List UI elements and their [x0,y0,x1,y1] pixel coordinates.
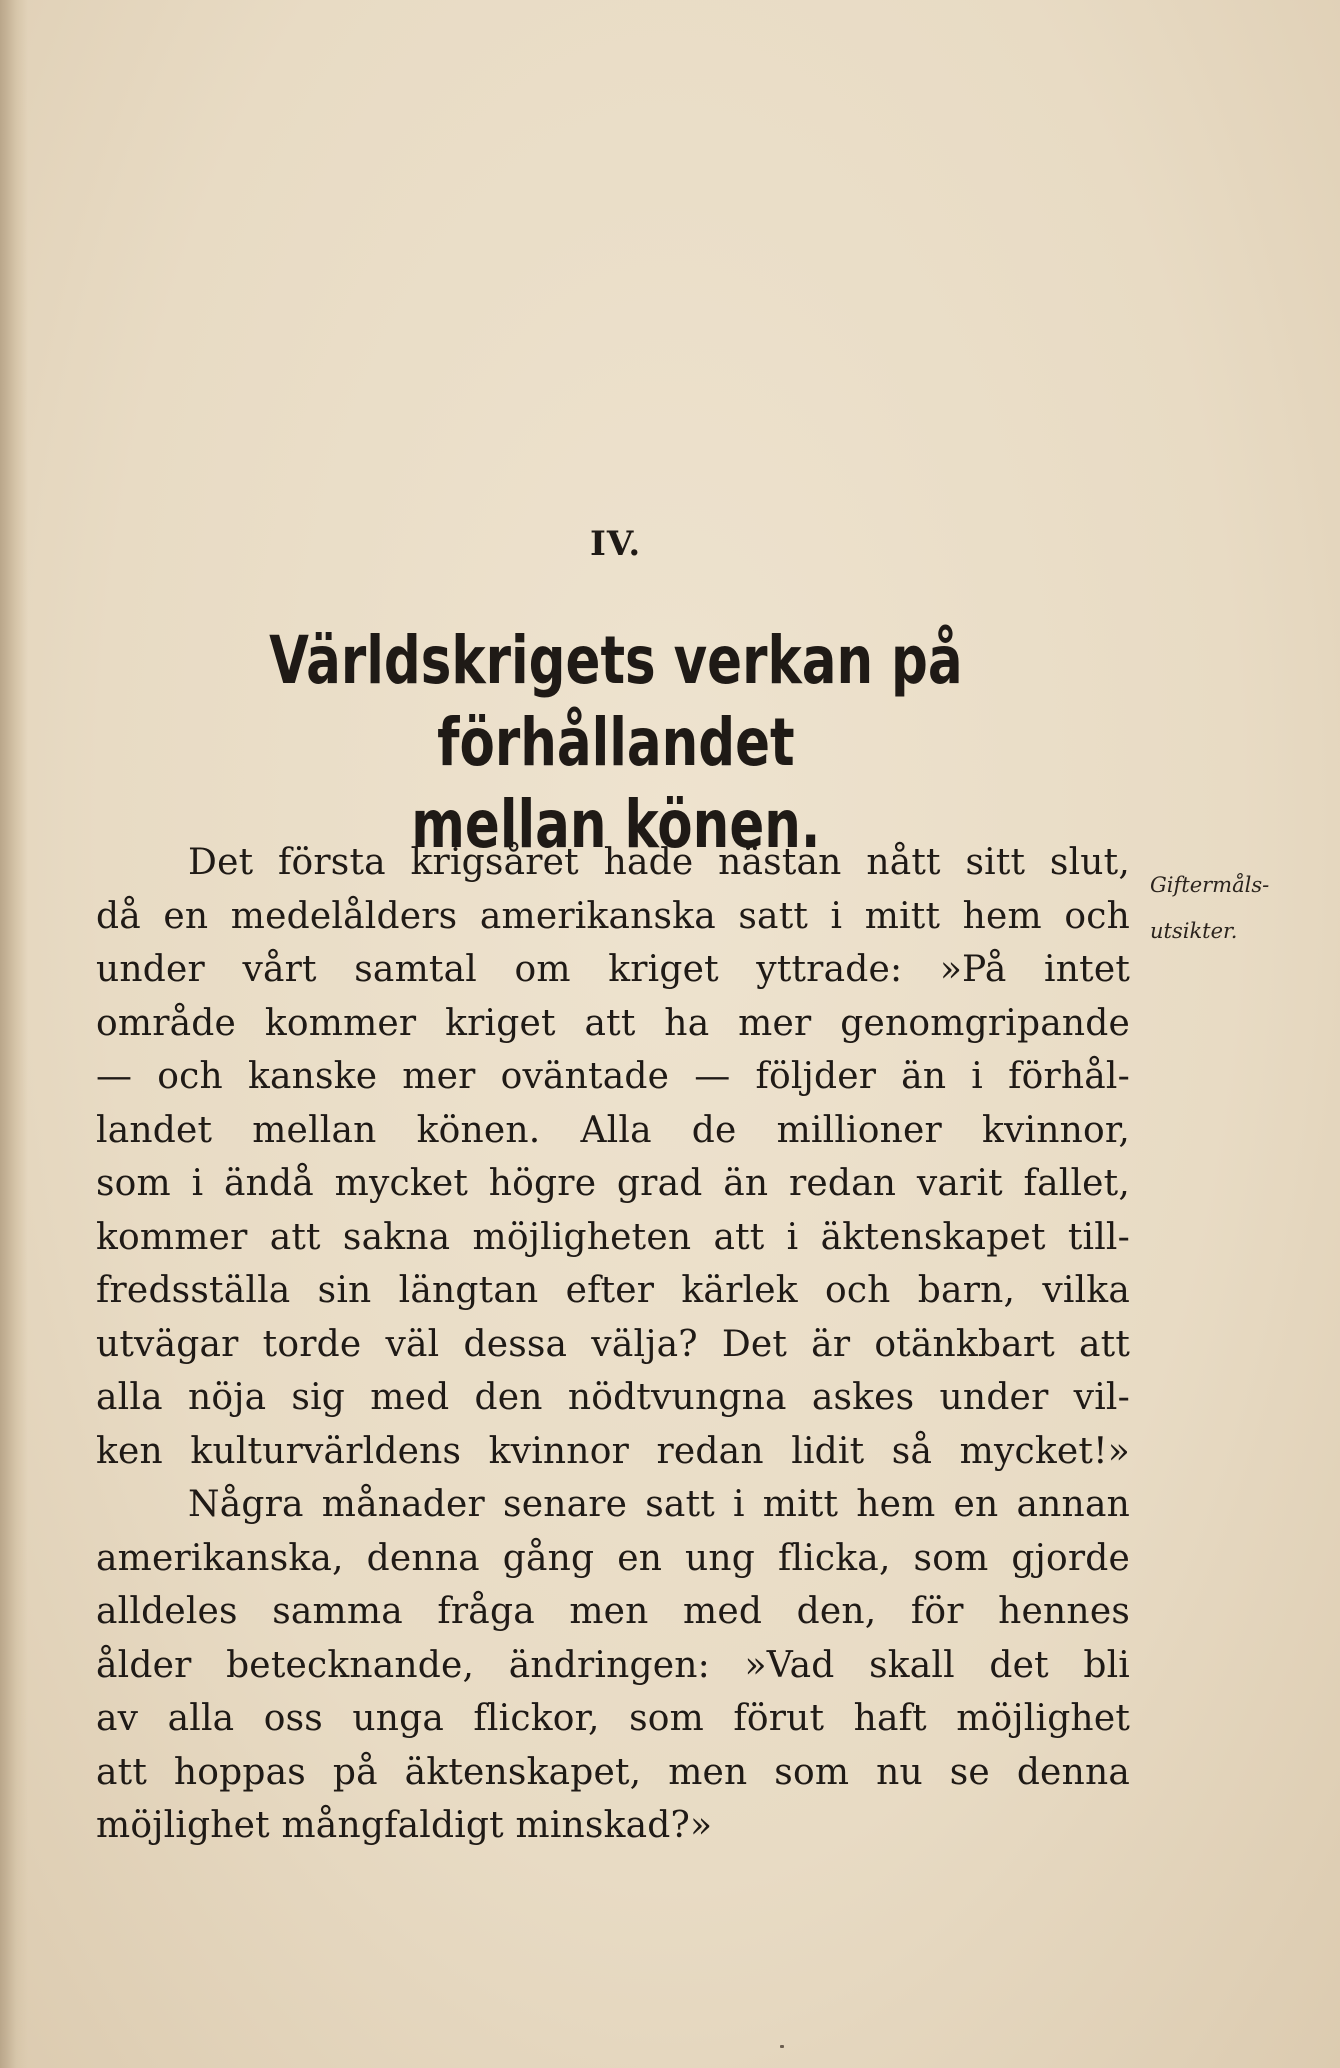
body-line-16: ålder betecknande, ändringen: »Vad skall det bli [96,1644,1130,1686]
body-line-19: möjlighet mångfaldigt minskad?» [96,1805,713,1846]
body-line-8: kommer att sakna möjligheten att i äktenskapet till- [96,1216,1130,1258]
body-line-18: att hoppas på äktenskapet, men som nu se denna [96,1751,1130,1793]
body-line-5: — och kanske mer oväntade — följder än i förhål- [96,1056,1130,1097]
body-line-17: av alla oss unga flickor, som förut haft möjlighet [96,1698,1130,1739]
body-line-14: amerikanska, denna gång en ung flicka, som gjorde [96,1537,1130,1579]
paper-speck [780,2045,784,2048]
body-line-6: landet mellan könen. Alla de millioner kvinnor, [96,1109,1130,1151]
body-line-4: område kommer kriget att ha mer genomgripande [96,1002,1130,1044]
body-text [96,836,1130,1853]
body-line-12: ken kulturvärldens kvinnor redan lidit så mycket!» [96,1430,1130,1472]
chapter-title [96,620,1136,866]
body-line-7: som i ändå mycket högre grad än redan varit fallet, [96,1163,1130,1204]
body-line-3: under vårt samtal om kriget yttrade: »På intet [96,949,1130,990]
marginal-note-line-1: Giftermåls- [1150,873,1270,897]
body-line-15: alldeles samma fråga men med den, för hennes [96,1591,1130,1632]
body-line-13: Några månader senare satt i mitt hem en annan [188,1484,1130,1525]
chapter-title-line-2: mellan könen. [411,786,821,863]
body-line-2: då en medelålders amerikanska satt i mitt hem och [96,895,1130,937]
book-spine-shadow [0,0,28,2068]
body-line-1: Det första krigsåret hade nästan nått sitt slut, [188,842,1130,883]
marginal-note-line-2: utsikter. [1150,919,1238,943]
marginal-note [1150,862,1335,954]
body-line-10: utvägar torde väl dessa välja? Det är otänkbart att [96,1323,1130,1365]
chapter-title-line-1: Världskrigets verkan på förhållandet [269,622,963,781]
body-line-9: fredsställa sin längtan efter kärlek och barn, vilka [96,1270,1130,1311]
chapter-number: IV. [590,524,642,564]
body-line-11: alla nöja sig med den nödtvungna askes under vil- [96,1377,1130,1418]
